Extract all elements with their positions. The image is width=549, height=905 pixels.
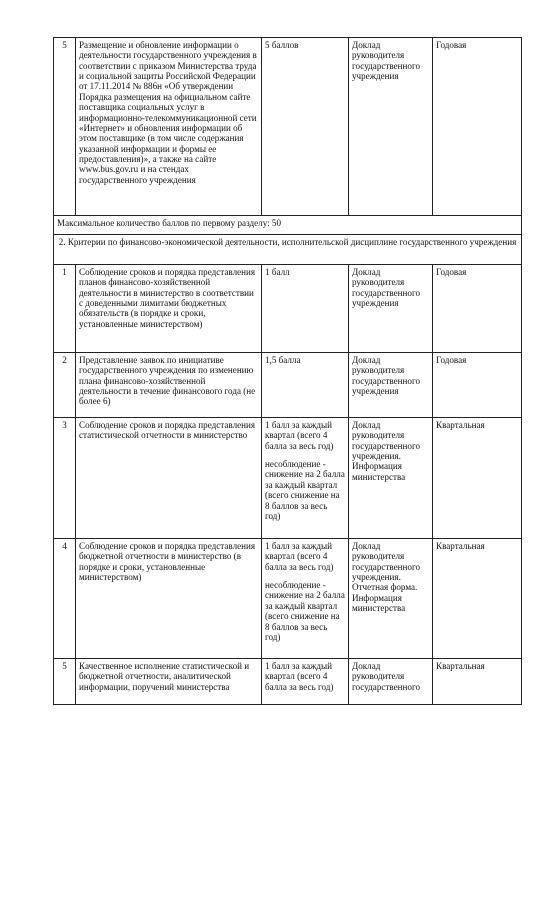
source-cell: Доклад руководителя государственного учреждения. Информация министерства [349,418,433,539]
table-row [54,38,522,216]
period-cell: Квартальная [433,539,522,659]
points-cell: 1,5 балла [262,353,349,418]
source-cell: Доклад руководителя государственного учреждения [349,265,433,353]
section-total-row [54,216,522,235]
points-cell: 1 балл [262,265,349,353]
period-cell: Годовая [433,38,522,216]
period-cell: Квартальная [433,418,522,539]
source-cell: Доклад руководителя государственного учреждения [349,353,433,418]
source-cell: Доклад руководителя государственного [349,659,433,705]
points-cell: 5 баллов [262,38,349,216]
period-cell: Годовая [433,353,522,418]
source-cell: Доклад руководителя государственного учреждения. Отчетная форма. Информация министерства [349,539,433,659]
section-heading-row [54,235,522,265]
section2-heading: 2. Критерии по финансово-экономической деятельности, исполнительской дисциплине государственного учреждения [54,235,522,265]
row-number: 5 [54,659,76,705]
criterion-text: Представление заявок по инициативе государственного учреждения по изменению плана финансово-хозяйственной деятельности в течение финансового года (не более 6) [76,353,262,418]
section1-max-score: Максимальное количество баллов по первому разделу: 50 [54,216,522,235]
points-penalty: несоблюдение - снижение на 2 балла за каждый квартал (всего снижение на 8 баллов за весь год) [265,580,345,642]
row-number: 1 [54,265,76,353]
table-row [54,659,522,705]
row-number: 5 [54,38,76,216]
period-cell: Годовая [433,265,522,353]
criterion-text: Качественное исполнение статистической и бюджетной отчетности, аналитической информации, поручений министерства [76,659,262,705]
points-cell [262,418,349,539]
criteria-table [53,37,522,705]
criterion-text: Размещение и обновление информации о деятельности государственного учреждения в соответствии с приказом Министерства труда и социальной защиты Российской Федерации от 17.11.2014 № 886н «Об утверждении Порядка размещения на официальном сайте поставщика социальных услуг в информационно-телекоммуникационной сети «Интернет» и обновления информации об этом поставщике (в том числе содержания указанной информации и формы ее предоставления)», а также на сайте www.bus.gov.ru и на стендах государственного учреждения [76,38,262,216]
table-row [54,539,522,659]
points-penalty: несоблюдение - снижение на 2 балла за каждый квартал (всего снижение на 8 баллов за весь год) [265,459,345,521]
points-cell: 1 балл за каждый квартал (всего 4 балла за весь год) [262,659,349,705]
criterion-text: Соблюдение сроков и порядка представления планов финансово-хозяйственной деятельности в министерство в соответствии с доведенными лимитами бюджетных обязательств (в порядке и сроки, установленные министерством) [76,265,262,353]
row-number: 2 [54,353,76,418]
points-main: 1 балл за каждый квартал (всего 4 балла за весь год) [265,541,334,572]
points-cell [262,539,349,659]
row-number: 4 [54,539,76,659]
period-cell: Квартальная [433,659,522,705]
table-row [54,265,522,353]
criterion-text: Соблюдение сроков и порядка представления статистической отчетности в министерство [76,418,262,539]
source-cell: Доклад руководителя государственного учреждения [349,38,433,216]
table-row [54,353,522,418]
row-number: 3 [54,418,76,539]
table-row [54,418,522,539]
criterion-text: Соблюдение сроков и порядка представления бюджетной отчетности в министерство (в порядке и сроки, установленные министерством) [76,539,262,659]
points-main: 1 балл за каждый квартал (всего 4 балла за весь год) [265,420,334,451]
